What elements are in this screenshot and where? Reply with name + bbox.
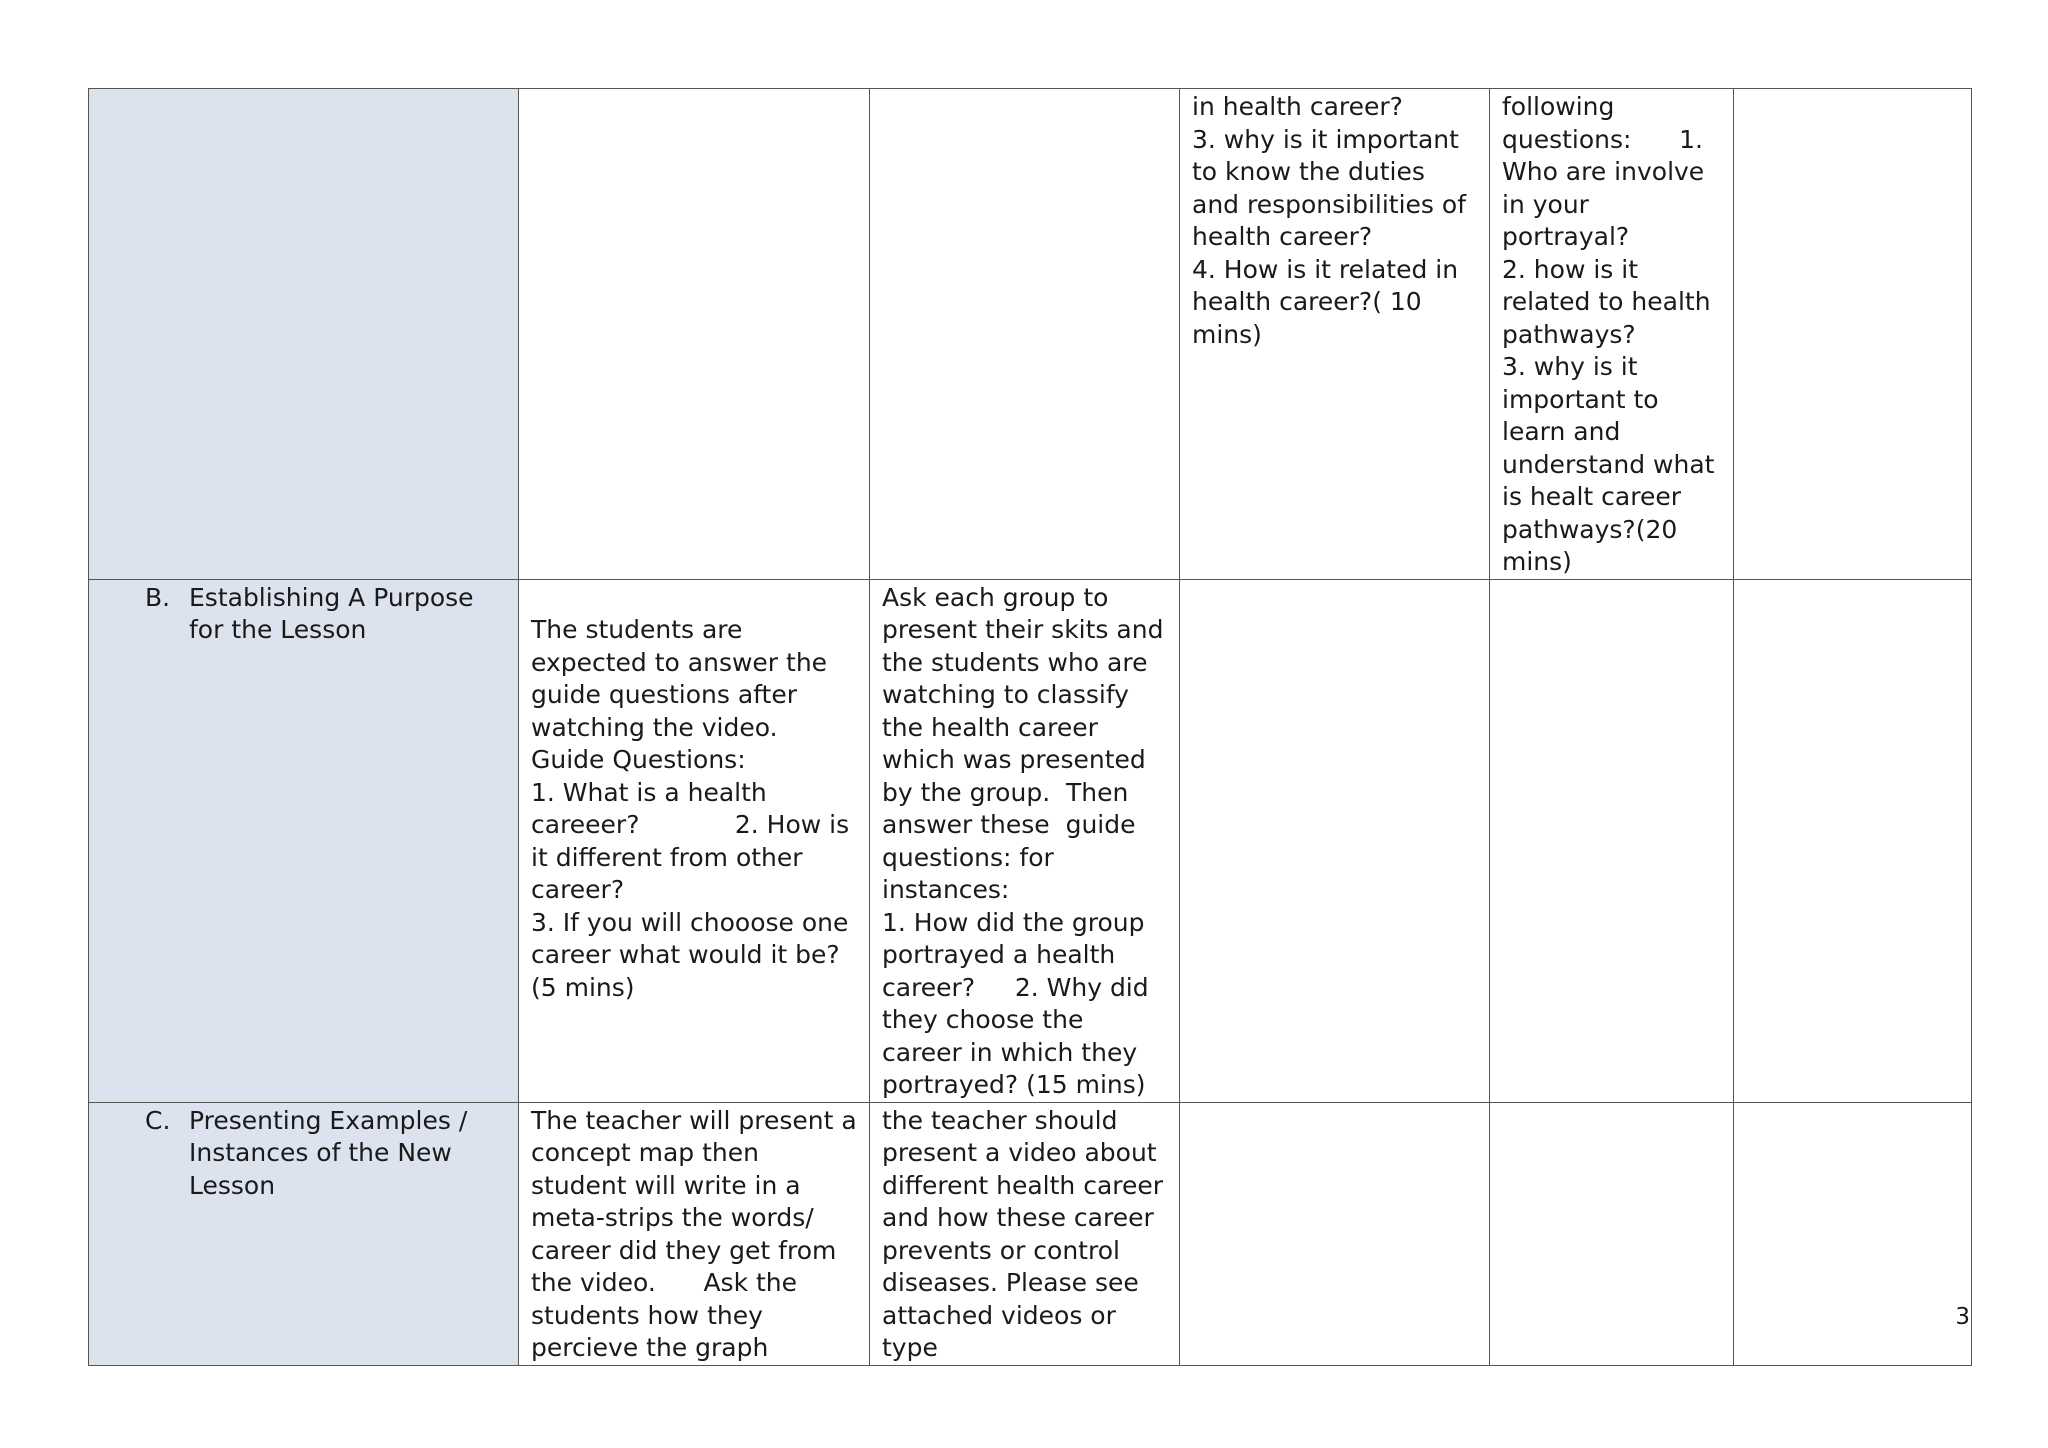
table-cell bbox=[870, 579, 1180, 1102]
cell-text: the teacher should present a video about different health career and how these career prevents or control diseases. Please see attached videos or type bbox=[882, 1105, 1171, 1362]
table-cell bbox=[870, 89, 1180, 580]
table-cell bbox=[1490, 579, 1734, 1102]
table-cell bbox=[1734, 89, 1972, 580]
table-cell bbox=[1180, 1102, 1490, 1365]
table-cell bbox=[519, 1102, 870, 1365]
table-row bbox=[89, 89, 1972, 580]
page-number: 3 bbox=[1955, 1304, 1970, 1330]
cell-text: Ask each group to present their skits and the students who are watching to classify the health career which was presented by the group. Then answer these guide questions: for instances: 1. How did the group portrayed a health career? 2. Why did they choose the career in which they portrayed? (15 mins) bbox=[882, 582, 1164, 1099]
cell-text: The students are expected to answer the guide questions after watching the video. Guide Questions: 1. What is a health careeer? 2. How is it different from other career? 3. If you will chooose one career what would it be?(5 mins) bbox=[531, 615, 850, 1002]
row-label-cell bbox=[89, 579, 519, 1102]
table-cell bbox=[1734, 1102, 1972, 1365]
table-row bbox=[89, 1102, 1972, 1365]
cell-text: in health career? 3. why is it important to know the duties and responsibilities of health career? 4. How is it related in health career?( 10 mins) bbox=[1192, 92, 1466, 349]
cell-text bbox=[1490, 580, 1733, 582]
row-label-cell bbox=[89, 1102, 519, 1365]
table-cell bbox=[1180, 579, 1490, 1102]
cell-text bbox=[1734, 1103, 1971, 1105]
lesson-plan-table bbox=[88, 88, 1972, 1366]
cell-text bbox=[1180, 580, 1489, 582]
table-cell bbox=[1734, 579, 1972, 1102]
table-cell bbox=[519, 579, 870, 1102]
table-cell bbox=[1490, 89, 1734, 580]
cell-text: The teacher will present a concept map then student will write in a meta-strips the words/ career did they get from the video. Ask the students how they percieve the graph bbox=[531, 1105, 865, 1362]
cell-text bbox=[1490, 1103, 1733, 1105]
row-label-cell bbox=[89, 89, 519, 580]
row-letter: B. bbox=[145, 582, 171, 612]
row-letter: C. bbox=[145, 1105, 171, 1135]
table-cell bbox=[870, 1102, 1180, 1365]
table-cell bbox=[519, 89, 870, 580]
cell-text bbox=[870, 89, 1179, 91]
cell-text bbox=[1734, 580, 1971, 582]
cell-text bbox=[1734, 89, 1971, 91]
cell-text bbox=[519, 89, 869, 91]
table-cell bbox=[1490, 1102, 1734, 1365]
cell-text bbox=[1180, 1103, 1489, 1105]
row-label-text: Establishing A Purpose for the Lesson bbox=[189, 582, 482, 644]
table-cell bbox=[1180, 89, 1490, 580]
row-label-text: Presenting Examples / Instances of the New Lesson bbox=[189, 1105, 476, 1200]
cell-text: following questions: 1. Who are involve in your portrayal? 2. how is it related to health pathways? 3. why is it important to learn and understand what is healt career pathways?(20 mins) bbox=[1502, 92, 1715, 576]
table-row bbox=[89, 579, 1972, 1102]
